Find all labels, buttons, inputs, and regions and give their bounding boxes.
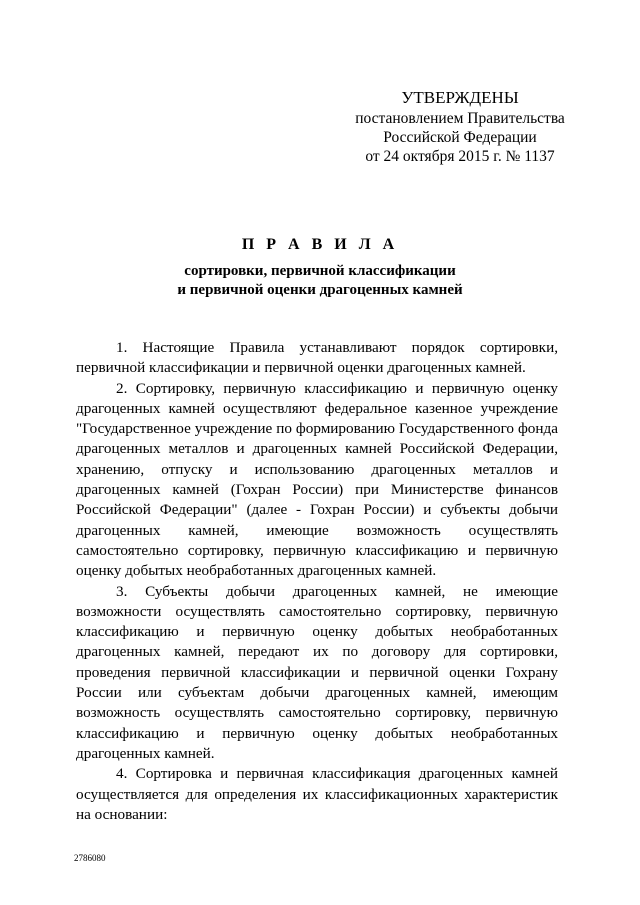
document-subtitle bbox=[0, 262, 640, 300]
approval-line-3: от 24 октября 2015 г. № 1137 bbox=[365, 148, 555, 165]
approval-heading: УТВЕРЖДЕНЫ bbox=[401, 88, 519, 107]
subtitle-line-1: сортировки, первичной классификации bbox=[184, 263, 456, 279]
paragraph-2: 2. Сортировку, первичную классификацию и первичную оценку драгоценных камней осуществляют федеральное казенное учреждение "Государственное учреждение по формированию Государственного фонда драгоценных металлов и драгоценных камней Российской Федерации, хранению, отпуску и использованию драгоценных металлов и драгоценных камней (Гохран России) при Министерстве финансов Российской Федерации" (далее - Гохран России) и субъекты добычи драгоценных камней, имеющие возможность осуществлять самостоятельно сортировку, первичную классификацию и первичную оценку добытых необработанных драгоценных камней. bbox=[76, 379, 558, 580]
footer-document-code: 2786080 bbox=[74, 853, 106, 863]
paragraph-4: 4. Сортировка и первичная классификация драгоценных камней осуществляется для определения их классификационных характеристик на основании: bbox=[76, 765, 558, 823]
document-body bbox=[76, 338, 558, 825]
approval-line-2: Российской Федерации bbox=[383, 129, 537, 146]
paragraph-3: 3. Субъекты добычи драгоценных камней, не имеющие возможности осуществлять самостоятельно сортировку, первичную классификацию и первичную оценку добытых необработанных драгоценных камней, передают их по договору для сортировки, проведения первичной классификации и первичной оценки Гохрану России или субъектам добычи драгоценных камней, имеющим возможность осуществлять самостоятельно сортировку, первичную классификацию и первичную оценку добытых необработанных драгоценных камней. bbox=[76, 582, 558, 762]
subtitle-line-2: и первичной оценки драгоценных камней bbox=[177, 282, 463, 298]
approval-block bbox=[330, 88, 590, 166]
approval-line-1: постановлением Правительства bbox=[355, 110, 565, 127]
document-title: П Р А В И Л А bbox=[241, 236, 399, 253]
paragraph-1: 1. Настоящие Правила устанавливают порядок сортировки, первичной классификации и первичной оценки драгоценных камней. bbox=[76, 339, 558, 377]
